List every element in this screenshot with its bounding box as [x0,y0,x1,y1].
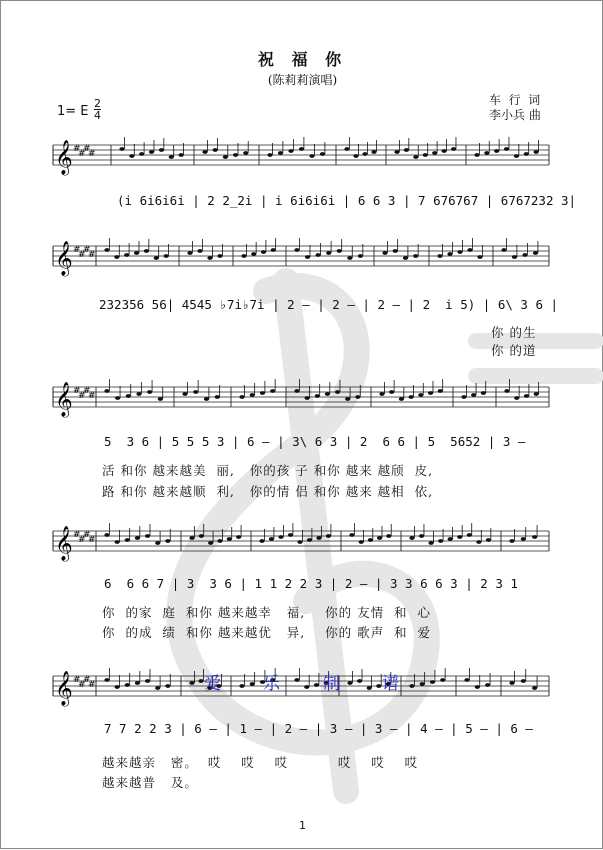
note-head [471,393,476,397]
time-top: 2 [94,97,101,110]
note-head [353,154,358,158]
note-head [165,684,170,688]
note-head [335,390,340,394]
note-head [278,151,283,155]
note-head [104,533,109,537]
note-head [344,147,349,151]
note-head [394,150,399,154]
note-head [215,395,220,399]
note-head [259,539,264,543]
note-head [476,540,481,544]
note-head [124,253,129,257]
note-head [251,252,256,256]
page-number: 1 [299,819,306,832]
note-head [371,150,376,154]
note-head [217,254,222,258]
treble-clef-icon: 𝄞 [55,140,73,175]
note-head [514,396,519,400]
note-head [428,391,433,395]
note-head [199,534,204,538]
note-head [437,254,442,258]
jianpu-row-2: 232356 56| 4545 ♭7i♭7i | 2 — | 2 — | 2 — | 2 i 5) | 6\ 3 6 | [99,297,559,312]
note-head [104,389,109,393]
note-head [409,684,414,688]
note-head [534,392,539,396]
note-head [189,536,194,540]
jianpu-row-3: 5 3 6 | 5 5 5 3 | 6 — | 3\ 6 3 | 2 6 6 | 5 5652 | 3 — [104,434,526,449]
note-head [514,154,519,158]
note-head [347,256,352,260]
note-head [309,154,314,158]
note-head [294,248,299,252]
note-head [358,254,363,258]
note-head [337,249,342,253]
note-head [457,535,462,539]
note-head [270,389,275,393]
note-head [386,534,391,538]
note-head [187,251,192,255]
note-head [389,390,394,394]
note-head [271,248,276,252]
note-head [379,392,384,396]
note-head [305,255,310,259]
note-head [119,147,124,151]
note-head [104,678,109,682]
note-head [504,389,509,393]
sharp-icon: # [88,250,96,260]
note-head [448,537,453,541]
note-head [494,149,499,153]
note-head [326,534,331,538]
note-head [233,153,238,157]
note-head [355,395,360,399]
note-head [451,147,456,151]
note-head [207,256,212,260]
note-head [126,394,131,398]
note-head [430,680,435,684]
note-head [241,254,246,258]
note-head [115,396,120,400]
note-head [533,251,538,255]
sharp-icon: # [73,245,81,255]
note-head [149,150,154,154]
note-head [315,394,320,398]
note-head [368,538,373,542]
note-head [475,685,480,689]
note-head [382,251,387,255]
note-head [136,392,141,396]
note-head [294,678,299,682]
note-head [125,538,130,542]
note-head [486,538,491,542]
note-head [144,249,149,253]
note-head [521,537,526,541]
note-head [474,153,479,157]
note-head [481,391,486,395]
sharp-icon: # [73,675,81,685]
note-head [447,252,452,256]
note-head [305,396,310,400]
sharp-icon: # [83,530,91,540]
note-head [115,540,120,544]
stamp-char-1: 爱 [204,674,221,694]
sharp-icon: # [88,535,96,545]
jianpu-row-4: 6 6 6 7 | 3 3 6 | 1 1 2 2 3 | 2 — | 3 3 6 6 3 | 2 3 1 [104,576,518,591]
note-head [467,248,472,252]
staff-2 [53,238,549,277]
note-head [208,541,213,545]
note-head [159,148,164,152]
sharp-icon: # [78,391,86,401]
note-head [297,540,302,544]
note-head [438,389,443,393]
note-head [442,149,447,153]
note-head [267,153,272,157]
note-head [409,536,414,540]
stamp-char-3: 制 [323,674,340,694]
note-head [260,391,265,395]
note-head [464,678,469,682]
note-head [278,535,283,539]
note-head [243,151,248,155]
jianpu-row-5: 7 7 2 2 3 | 6 — | 1 — | 2 — | 3 — | 3 — | 4 — | 5 — | 6 — [104,721,533,736]
note-head [532,686,537,690]
note-head [250,393,255,397]
note-head [522,253,527,257]
note-head [134,251,139,255]
sharp-icon: # [73,386,81,396]
sharp-icon: # [83,245,91,255]
note-head [467,533,472,537]
lyric-row-2b: 你 的道 [491,343,537,358]
note-head [438,539,443,543]
note-head [104,248,109,252]
note-head [213,148,218,152]
treble-clef-icon: 𝄞 [55,382,73,417]
note-head [239,395,244,399]
lyric-row-4a: 你 的家 庭 和你 越来越幸 福, 你的 友情 和 心 [102,605,431,620]
song-title: 祝 福 你 [257,50,348,69]
staff-4 [53,523,549,562]
sharp-icon: # [83,675,91,685]
note-head [349,533,354,537]
note-head [404,148,409,152]
note-head [316,536,321,540]
note-head [512,255,517,259]
lyricist-credit: 车 行 词 [489,93,541,107]
note-head [239,684,244,688]
stamp-char-2: 乐 [263,674,280,694]
note-head [164,254,169,258]
sharp-icon: # [78,680,86,690]
lyric-row-4b: 你 的成 绩 和你 越来越优 异, 你的 歌声 和 爱 [102,625,431,640]
note-head [125,683,130,687]
note-head [532,535,537,539]
sharp-icon: # [73,530,81,540]
note-head [165,539,170,543]
note-head [325,392,330,396]
note-head [432,151,437,155]
composer-credit: 李小兵 曲 [489,108,541,122]
lyric-row-3b: 路 和你 越来越顺 利, 你的情 侣 和你 越来 越相 依, [102,484,434,499]
note-head [521,679,526,683]
note-head [288,149,293,153]
note-head [413,254,418,258]
note-head [154,256,159,260]
note-head [193,390,198,394]
note-head [158,397,163,401]
note-head [316,253,321,257]
note-head [227,537,232,541]
lyric-row-3a: 活 和你 越来越美 丽, 你的孩 子 和你 越来 越颀 皮, [102,463,434,478]
staff-1 [53,137,549,176]
note-head [457,250,462,254]
treble-clef-icon: 𝄞 [55,526,73,561]
note-head [145,679,150,683]
note-head [413,155,418,159]
note-head [202,150,207,154]
sharp-icon: # [83,144,91,154]
note-head [409,395,414,399]
note-head [179,153,184,157]
note-head [524,152,529,156]
note-head [139,152,144,156]
sharp-icon: # [83,386,91,396]
time-bottom: 4 [94,109,101,122]
sharp-icon: # [78,250,86,260]
staff-3 [53,379,549,418]
lyric-row-5a: 越来越亲 密。 哎 哎 哎 哎 哎 哎 [102,755,419,770]
note-head [135,681,140,685]
note-head [484,151,489,155]
note-head [403,256,408,260]
sharp-icon: # [88,149,96,159]
note-head [485,683,490,687]
note-head [320,152,325,156]
key-signature: 1= E [57,104,89,119]
note-head [423,153,428,157]
note-head [145,534,150,538]
note-head [304,685,309,689]
note-head [236,535,241,539]
note-head [326,251,331,255]
note-head [509,539,514,543]
note-head [347,681,352,685]
note-head [261,250,266,254]
note-head [461,395,466,399]
note-head [147,390,152,394]
note-head [362,152,367,156]
note-head [155,686,160,690]
sharp-icon: # [78,535,86,545]
note-head [314,683,319,687]
note-head [367,686,372,690]
staff-5 [53,668,549,707]
sharp-icon: # [78,149,86,159]
note-head [359,540,364,544]
note-head [135,536,140,540]
note-head [269,537,274,541]
note-head [189,681,194,685]
note-head [114,255,119,259]
treble-clef-icon: 𝄞 [55,241,73,276]
treble-clef-icon: 𝄞 [55,671,73,706]
note-head [419,534,424,538]
note-head [307,538,312,542]
note-head [129,154,134,158]
note-head [357,679,362,683]
note-head [294,389,299,393]
note-head [250,682,255,686]
note-head [399,397,404,401]
note-head [524,394,529,398]
note-head [440,678,445,682]
sharp-icon: # [73,144,81,154]
note-head [288,533,293,537]
note-head [376,684,381,688]
note-head [197,249,202,253]
note-head [169,155,174,159]
lyric-row-2a: 你 的生 [491,325,537,340]
sharp-icon: # [88,391,96,401]
note-head [217,539,222,543]
note-head [429,541,434,545]
note-head [420,682,425,686]
note-head [509,681,514,685]
note-head [299,147,304,151]
stamp-char-4: 谱 [382,674,399,694]
note-head [182,392,187,396]
note-head [501,248,506,252]
note-head [345,397,350,401]
note-head [204,397,209,401]
note-head [534,150,539,154]
note-head [393,249,398,253]
note-head [477,255,482,259]
song-subtitle: (陈莉莉演唱) [267,73,338,87]
sharp-icon: # [88,680,96,690]
note-head [115,685,120,689]
note-head [223,155,228,159]
note-head [377,536,382,540]
note-head [198,679,203,683]
lyric-row-5b: 越来越普 及。 [102,775,198,790]
note-head [504,147,509,151]
jianpu-row-1: (i 6i6i6i | 2 2̲2i | i 6i6i6i | 6 6 3 | 7 676767 | 6767232 3| [117,193,577,208]
note-head [155,541,160,545]
note-head [418,393,423,397]
